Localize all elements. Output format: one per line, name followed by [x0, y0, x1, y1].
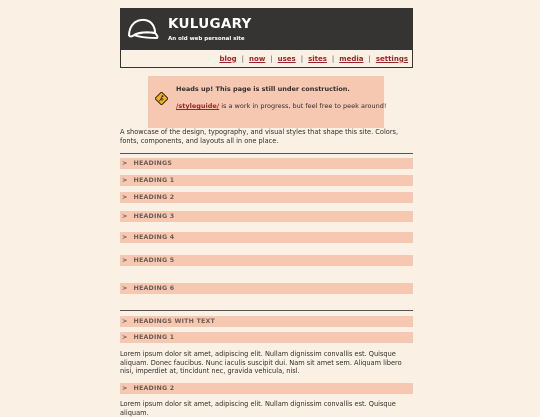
- text-heading-2-toggle[interactable]: [120, 383, 413, 394]
- nav-link-uses[interactable]: uses: [277, 54, 296, 63]
- nav-link-media[interactable]: media: [339, 54, 364, 63]
- nav-separator: |: [241, 54, 245, 63]
- nav-separator: |: [270, 54, 273, 63]
- section-label: HEADINGS WITH TEXT: [133, 318, 216, 325]
- heading-label: HEADING 1: [133, 334, 175, 341]
- site-title[interactable]: KULUGARY: [168, 15, 252, 32]
- heading-3-toggle[interactable]: [120, 211, 413, 222]
- heading-label: HEADING 1: [133, 177, 175, 184]
- chevron-right-icon: >: [122, 177, 128, 184]
- nav-link-now[interactable]: now: [249, 54, 266, 63]
- nav-link-settings[interactable]: settings: [375, 54, 408, 63]
- site-header: [120, 8, 413, 50]
- heading-4-toggle[interactable]: [120, 232, 413, 243]
- site-subtitle: An old web personal site: [168, 35, 245, 42]
- nav-separator: |: [331, 54, 335, 63]
- chevron-right-icon: >: [122, 160, 128, 167]
- nav-link-blog[interactable]: blog: [219, 54, 237, 63]
- chevron-right-icon: >: [122, 334, 128, 341]
- section-divider: [120, 153, 413, 154]
- heading-5-toggle[interactable]: [120, 255, 413, 266]
- heading-label: HEADING 6: [133, 285, 175, 292]
- nav-separator: |: [300, 54, 304, 63]
- chevron-right-icon: >: [122, 318, 128, 325]
- heading-6-toggle[interactable]: [120, 283, 413, 294]
- heading-2-toggle[interactable]: [120, 192, 413, 203]
- notice-body: is a work in progress, but feel free to peek around!: [219, 102, 387, 110]
- chevron-right-icon: >: [122, 234, 128, 241]
- section-headings-with-text-toggle[interactable]: [120, 316, 413, 327]
- construction-sign-icon: [155, 92, 168, 105]
- text-heading-1-toggle[interactable]: [120, 332, 413, 343]
- cap-logo-icon[interactable]: [124, 14, 160, 44]
- chevron-right-icon: >: [122, 257, 128, 264]
- lorem-paragraph: Lorem ipsum dolor sit amet, adipiscing elit. Nullam dignissim convallis est. Quisque aliquam.: [120, 400, 396, 417]
- chevron-right-icon: >: [122, 213, 128, 220]
- section-divider: [120, 310, 413, 311]
- chevron-right-icon: >: [122, 385, 128, 392]
- heading-label: HEADING 4: [133, 234, 175, 241]
- nav-separator: |: [368, 54, 371, 63]
- heading-label: HEADING 5: [133, 257, 175, 264]
- heading-1-toggle[interactable]: [120, 175, 413, 186]
- nav-link-sites[interactable]: sites: [308, 54, 327, 63]
- section-headings-toggle[interactable]: [120, 158, 413, 169]
- lorem-paragraph: Lorem ipsum dolor sit amet, adipiscing elit. Nullam dignissim convallis est. Quisque aliquam. Donec faucibus. Nunc iaculis suscipit dui. Nam sit amet sem. Aliquam libero nisi, imperdiet at, tincidunt nec, gravida vehicula, nisl.: [120, 350, 402, 376]
- heading-label: HEADING 2: [133, 385, 175, 392]
- heading-label: HEADING 2: [133, 194, 175, 201]
- heading-label: HEADING 3: [133, 213, 175, 220]
- chevron-right-icon: >: [122, 194, 128, 201]
- main-nav: [120, 50, 413, 68]
- construction-notice: [148, 76, 387, 128]
- styleguide-link[interactable]: /styleguide/: [176, 102, 220, 110]
- chevron-right-icon: >: [122, 285, 128, 292]
- page: [120, 8, 413, 417]
- intro-paragraph: A showcase of the design, typography, and visual styles that shape this site. Colors, fonts, components, and layouts all in one place.: [120, 128, 399, 145]
- notice-text: [176, 102, 386, 110]
- section-label: HEADINGS: [133, 160, 173, 167]
- notice-title: Heads up! This page is still under construction.: [176, 85, 350, 93]
